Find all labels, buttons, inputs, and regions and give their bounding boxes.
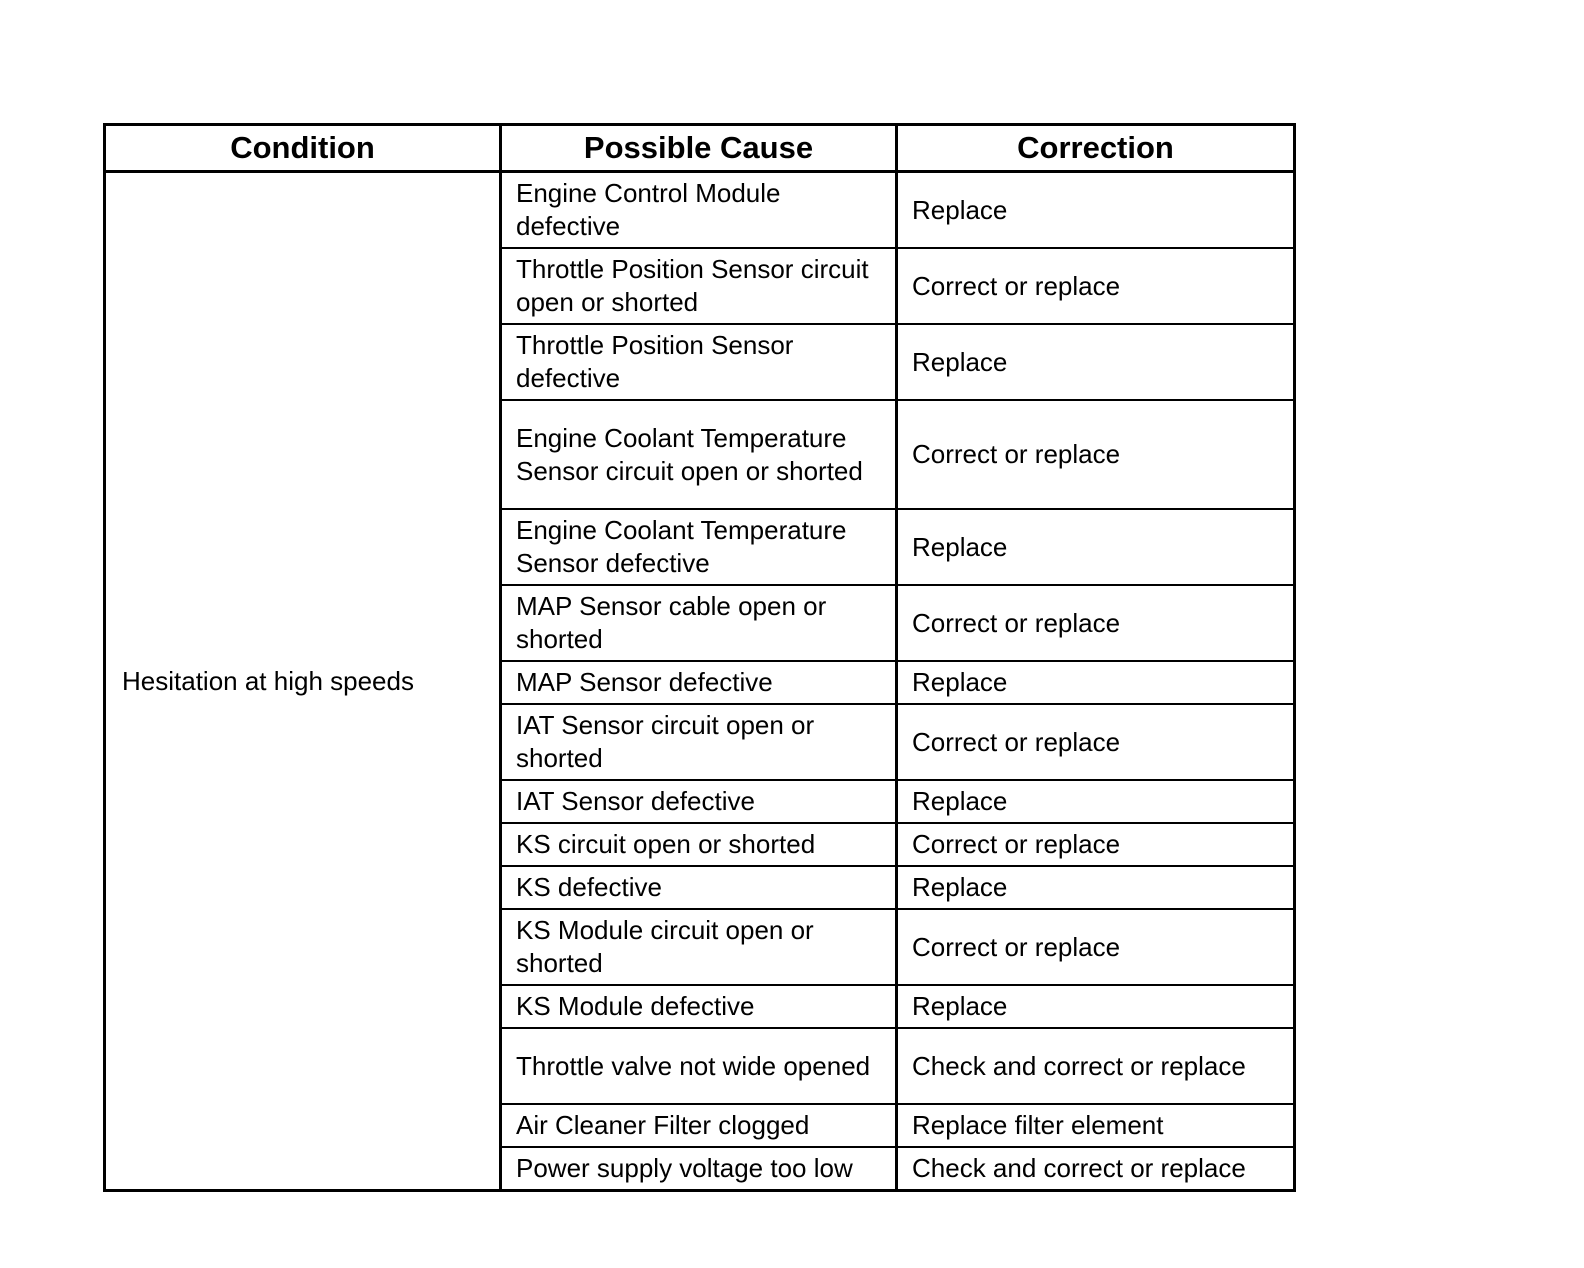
correction-cell: Correct or replace: [897, 585, 1295, 661]
correction-cell: Correct or replace: [897, 823, 1295, 866]
cause-cell: Power supply voltage too low: [501, 1147, 897, 1191]
cause-cell: MAP Sensor defective: [501, 661, 897, 704]
correction-cell: Replace: [897, 324, 1295, 400]
correction-cell: Replace: [897, 985, 1295, 1028]
header-possible-cause: Possible Cause: [501, 125, 897, 172]
header-correction: Correction: [897, 125, 1295, 172]
cause-cell: IAT Sensor circuit open or shorted: [501, 704, 897, 780]
cause-cell: Throttle Position Sensor defective: [501, 324, 897, 400]
correction-cell: Replace: [897, 172, 1295, 249]
correction-cell: Replace: [897, 509, 1295, 585]
cause-cell: KS defective: [501, 866, 897, 909]
cause-cell: IAT Sensor defective: [501, 780, 897, 823]
cause-cell: KS Module defective: [501, 985, 897, 1028]
header-condition: Condition: [105, 125, 501, 172]
correction-cell: Correct or replace: [897, 400, 1295, 509]
correction-cell: Check and correct or replace: [897, 1028, 1295, 1104]
cause-cell: Engine Control Module defective: [501, 172, 897, 249]
correction-cell: Correct or replace: [897, 704, 1295, 780]
correction-cell: Replace filter element: [897, 1104, 1295, 1147]
cause-cell: Air Cleaner Filter clogged: [501, 1104, 897, 1147]
correction-cell: Check and correct or replace: [897, 1147, 1295, 1191]
condition-cell: Hesitation at high speeds: [105, 172, 501, 1191]
troubleshooting-table: [103, 123, 1296, 1192]
cause-cell: KS circuit open or shorted: [501, 823, 897, 866]
correction-cell: Correct or replace: [897, 248, 1295, 324]
cause-cell: Engine Coolant Temperature Sensor circuit open or shorted: [501, 400, 897, 509]
correction-cell: Replace: [897, 661, 1295, 704]
cause-cell: Engine Coolant Temperature Sensor defective: [501, 509, 897, 585]
table-row: [105, 172, 1295, 249]
header-row: [105, 125, 1295, 172]
correction-cell: Replace: [897, 780, 1295, 823]
cause-cell: Throttle Position Sensor circuit open or shorted: [501, 248, 897, 324]
cause-cell: KS Module circuit open or shorted: [501, 909, 897, 985]
cause-cell: MAP Sensor cable open or shorted: [501, 585, 897, 661]
correction-cell: Correct or replace: [897, 909, 1295, 985]
correction-cell: Replace: [897, 866, 1295, 909]
cause-cell: Throttle valve not wide opened: [501, 1028, 897, 1104]
